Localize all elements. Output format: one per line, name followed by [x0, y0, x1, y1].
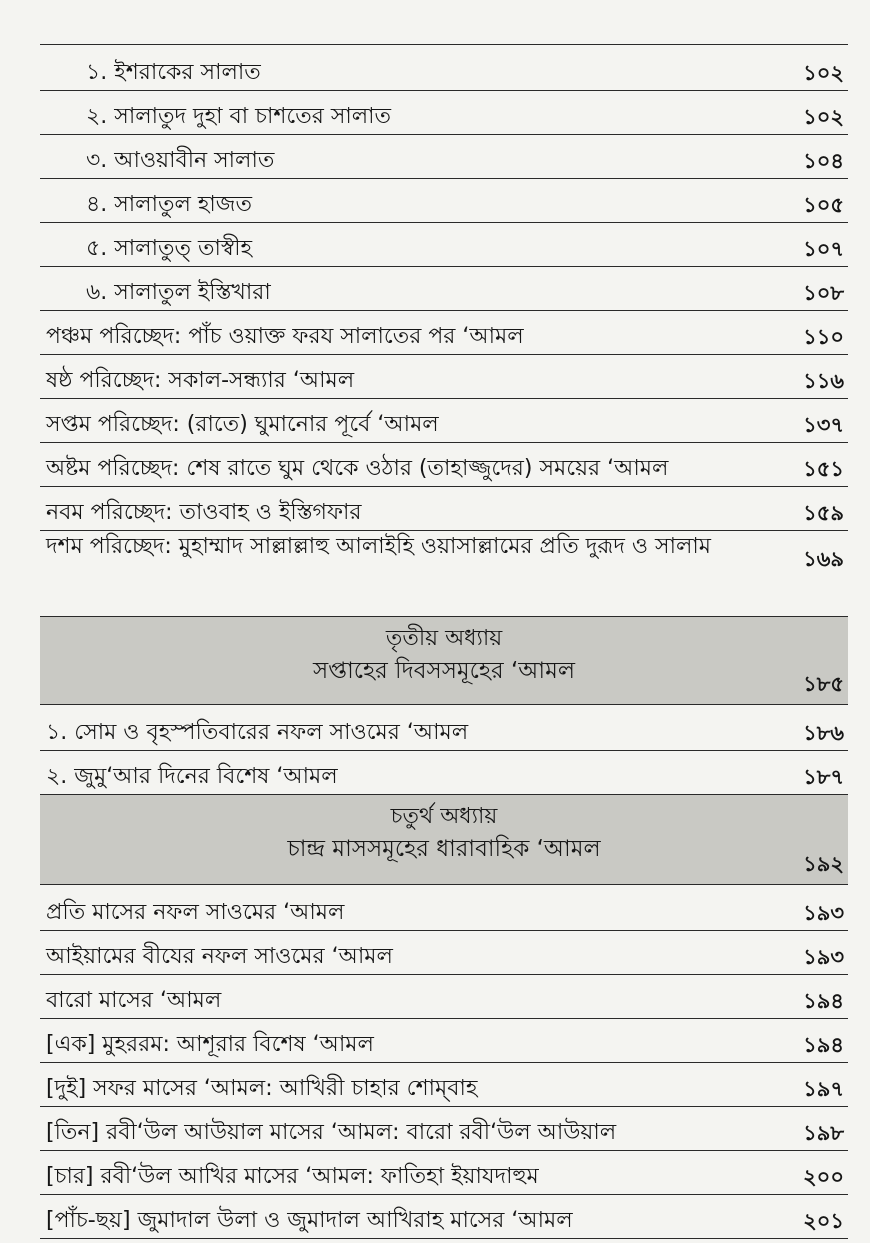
- page-number: ১৮৬: [803, 721, 844, 745]
- page-number: ১১৬: [803, 369, 844, 393]
- entry-title: ১. ইশরাকের সালাত: [86, 60, 261, 85]
- toc-entry: [40, 178, 848, 222]
- toc-entry: [40, 1106, 848, 1150]
- entry-title: বারো মাসের ‘আমল: [46, 988, 222, 1013]
- toc-entry: [40, 310, 848, 354]
- toc-entry: [40, 704, 848, 750]
- page-number: ১০৮: [803, 281, 844, 305]
- toc-entry: [40, 354, 848, 398]
- entry-title: [এক] মুহররম: আশূরার বিশেষ ‘আমল: [46, 1032, 374, 1057]
- toc-entry: [40, 222, 848, 266]
- page-number: ১০৫: [803, 193, 844, 217]
- page-number: ১১০: [803, 325, 844, 349]
- toc-entry: [40, 134, 848, 178]
- page-number: ১৯৪: [803, 989, 844, 1013]
- toc-entry: [40, 44, 848, 90]
- page-number: ১৬৯: [803, 547, 844, 571]
- toc-entry: [40, 974, 848, 1018]
- toc-entry: [40, 930, 848, 974]
- entry-title: পঞ্চম পরিচ্ছেদ: পাঁচ ওয়াক্ত ফরয সালাতের পর ‘আমল: [46, 324, 524, 349]
- page-number: ১০২: [803, 105, 844, 129]
- table-of-contents: [40, 44, 848, 1239]
- entry-title: ২. সালাতুদ দুহা বা চাশতের সালাত: [86, 104, 392, 129]
- entry-title: ১. সোম ও বৃহস্পতিবারের নফল সাওমের ‘আমল: [46, 720, 469, 745]
- toc-entry: [40, 884, 848, 930]
- chapter-heading: [40, 794, 848, 884]
- page-number: ১৮৫: [803, 672, 844, 696]
- chapter-title: সপ্তাহের দিবসসমূহের ‘আমল: [312, 658, 575, 684]
- toc-entry: [40, 1018, 848, 1062]
- page-number: ১৯২: [803, 852, 844, 876]
- chapter-heading: [40, 616, 848, 704]
- entry-title: [দুই] সফর মাসের ‘আমল: আখিরী চাহার শোম্‌বাহ: [46, 1076, 478, 1101]
- entry-title: ৪. সালাতুল হাজত: [86, 192, 252, 217]
- entry-title: ২. জুমু‘আর দিনের বিশেষ ‘আমল: [46, 764, 338, 789]
- entry-title: অষ্টম পরিচ্ছেদ: শেষ রাতে ঘুম থেকে ওঠার (তাহাজ্জুদের) সময়ের ‘আমল: [46, 456, 669, 481]
- page-number: ১৯৩: [803, 901, 844, 925]
- entry-title: নবম পরিচ্ছেদ: তাওবাহ ও ইস্তিগফার: [46, 500, 362, 525]
- entry-title: ৩. আওয়াবীন সালাত: [86, 148, 275, 173]
- toc-entry: [40, 442, 848, 486]
- toc-entry: [40, 266, 848, 310]
- entry-title: ষষ্ঠ পরিচ্ছেদ: সকাল-সন্ধ্যার ‘আমল: [46, 368, 355, 393]
- toc-entry: [40, 398, 848, 442]
- toc-entry: [40, 530, 848, 616]
- entry-title: ৫. সালাতুত্ তাস্বীহ: [86, 236, 253, 261]
- page-number: ২০১: [803, 1209, 844, 1233]
- page-number: ১০৭: [803, 237, 844, 261]
- page-number: ১৯৩: [803, 945, 844, 969]
- toc-entry: [40, 90, 848, 134]
- entry-title: সপ্তম পরিচ্ছেদ: (রাতে) ঘুমানোর পূর্বে ‘আমল: [46, 412, 439, 437]
- toc-entry: [40, 750, 848, 794]
- entry-title: [চার] রবী‘উল আখির মাসের ‘আমল: ফাতিহা ইয়াযদাহুম: [46, 1164, 539, 1189]
- toc-entry: [40, 486, 848, 530]
- page-number: ১৫৯: [803, 501, 844, 525]
- page-number: ১৯৮: [803, 1121, 844, 1145]
- toc-entry: [40, 1150, 848, 1194]
- entry-title: [পাঁচ-ছয়] জুমাদাল উলা ও জুমাদাল আখিরাহ মাসের ‘আমল: [46, 1208, 573, 1233]
- entry-title: প্রতি মাসের নফল সাওমের ‘আমল: [46, 900, 345, 925]
- page-number: ১৯৪: [803, 1033, 844, 1057]
- chapter-number: চতুর্থ অধ্যায়: [390, 804, 498, 829]
- chapter-number: তৃতীয় অধ্যায়: [385, 626, 503, 651]
- entry-title: আইয়ামের বীযের নফল সাওমের ‘আমল: [46, 944, 393, 969]
- entry-title: ৬. সালাতুল ইস্তিখারা: [86, 280, 271, 305]
- page-number: ১০২: [803, 61, 844, 85]
- entry-title: [তিন] রবী‘উল আউয়াল মাসের ‘আমল: বারো রবী‘উল আউয়াল: [46, 1120, 617, 1145]
- page-number: ২০০: [803, 1165, 844, 1189]
- bottom-rule: [40, 1238, 848, 1239]
- toc-entry: [40, 1062, 848, 1106]
- page-number: ১৮৭: [803, 765, 844, 789]
- chapter-title: চান্দ্র মাসসমূহের ধারাবাহিক ‘আমল: [287, 836, 601, 862]
- page-number: ১৩৭: [803, 413, 844, 437]
- page-number: ১৯৭: [803, 1077, 844, 1101]
- page-number: ১০৪: [803, 149, 844, 173]
- toc-entry: [40, 1194, 848, 1238]
- page-number: ১৫১: [803, 457, 844, 481]
- entry-title: দশম পরিচ্ছেদ: মুহাম্মাদ সাল্লাল্লাহু আলাইহি ওয়াসাল্লামের প্রতি দুরূদ ও সালাম: [46, 534, 711, 559]
